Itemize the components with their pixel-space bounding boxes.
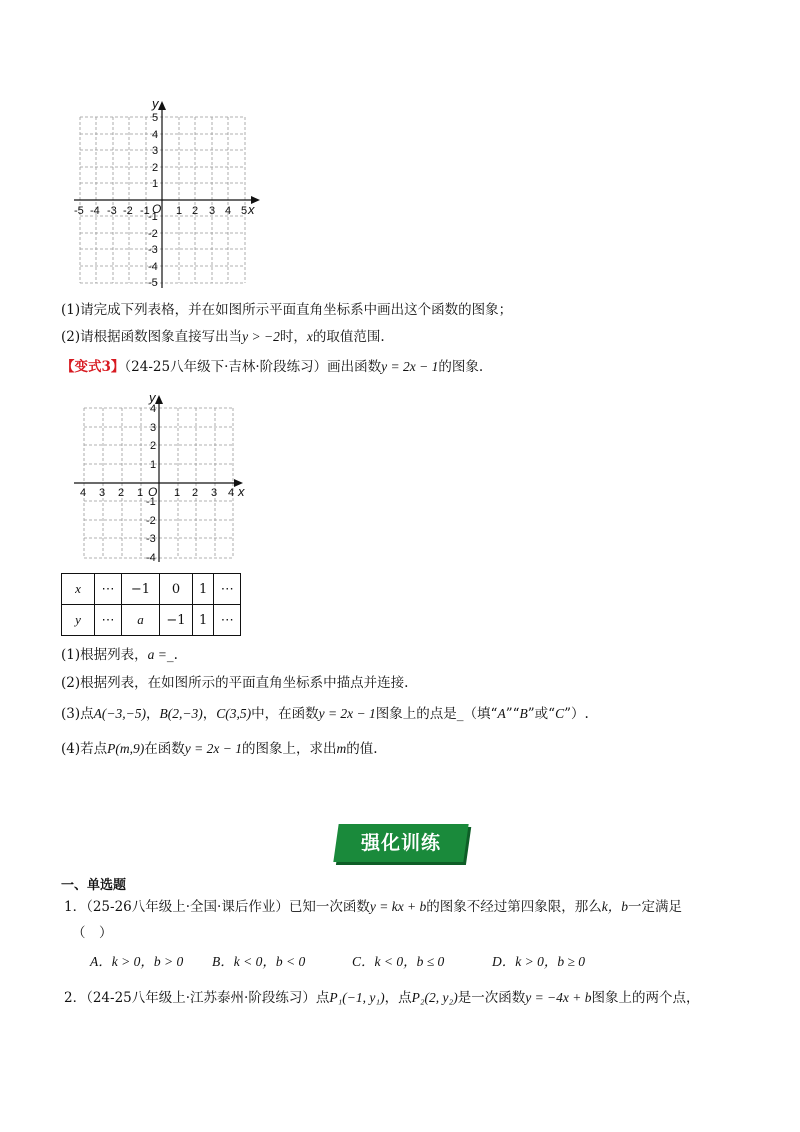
y-axis-label: y [149,390,156,405]
y-tick: -3 [148,244,158,256]
text: 在函数 [144,741,185,757]
math-expr: y > −2 [242,329,280,344]
x-tick: 4 [225,205,232,217]
text: (1)根据列表， [61,647,148,663]
x-tick: 4 [228,487,235,499]
math-expr: P(m,9) [107,741,145,756]
math-expr: P₂(2, y₂) [411,990,458,1005]
math-var: B [519,706,528,721]
math-expr: y = kx + b [369,899,427,914]
text: (4)若点 [61,741,108,757]
origin-label: O [148,485,158,499]
math-expr: P₁(−1, y₁) [329,990,385,1005]
y-tick: 4 [150,403,157,415]
y-tick: -4 [146,552,156,564]
math-expr: C(3,5) [216,706,252,721]
table-cell: −1 [122,574,160,605]
table-cell: −1 [160,605,193,636]
x-axis-label: x [248,202,255,217]
y-tick: -3 [146,533,156,545]
table-cell: ⋯ [214,574,241,605]
math-expr: y = −4x + b [525,990,592,1005]
y-tick: -2 [146,515,156,527]
text: (3)点 [61,706,94,722]
y-tick: 3 [152,145,159,157]
answer-parentheses: （ ） [72,925,113,941]
text: 图象上的点是_（填“ [375,706,498,722]
x-tick: 3 [211,487,218,499]
math-var: x [306,329,313,344]
y-tick: -1 [146,496,156,508]
text: 的图象上，求出 [241,741,337,757]
x-tick: -3 [107,205,117,217]
table-cell: ⋯ [95,574,122,605]
sub-question-3: (3)点A(−3,−5)，B(2,−3)，C(3,5)中，在函数y = 2x − 1图象上的点是_（填“A”“B”或“C”）. [61,706,589,722]
math-expr: B(2,−3) [159,706,203,721]
text: (2)请根据函数图象直接写出当 [61,329,243,345]
x-tick: -4 [90,205,100,217]
y-tick: 5 [152,112,159,124]
x-tick: -5 [74,205,84,217]
y-tick: 4 [152,129,159,141]
y-tick: -1 [148,211,158,223]
x-tick: 3 [99,487,106,499]
option-b[interactable]: B．k < 0，b < 0 [212,954,306,969]
math-var: A [497,706,506,721]
table-cell: y [62,605,95,636]
table-cell: 1 [193,605,214,636]
table-cell: 1 [193,574,214,605]
table-row-y [62,605,241,636]
text: ”或“ [527,706,556,722]
x-tick: 3 [209,205,216,217]
text: 时， [279,329,307,345]
option-d[interactable]: D．k > 0，b ≥ 0 [492,954,586,969]
mc-question-2-stem [64,988,700,1008]
text: 的图象. [438,359,484,375]
text: 是一次函数 [457,990,526,1006]
y-tick: 3 [150,422,157,434]
option-c[interactable]: C．k < 0，b ≤ 0 [352,954,445,969]
x-tick: 2 [118,487,125,499]
y-tick: 1 [150,459,157,471]
table-cell: x [62,574,95,605]
coordinate-grid-2 [68,390,258,570]
text: ”“ [505,706,520,722]
sub-question-4 [61,739,378,759]
math-var: k，b [601,899,629,914]
text: 图象上的两个点， [591,990,700,1006]
question-part-2 [61,327,385,347]
text: 1．（25-26八年级上·全国·课后作业）已知一次函数 [64,899,370,915]
banner-label: 强化训练 [360,832,441,854]
math-expr: y = 2x − 1 [381,359,439,374]
text: 的值. [346,741,378,757]
x-tick: 5 [241,205,248,217]
text: 的取值范围. [312,329,385,345]
y-tick: 2 [150,440,157,452]
x-tick: -2 [123,205,133,217]
math-var: m [336,741,347,756]
section-banner [333,824,468,862]
option-a[interactable]: A．k > 0，b > 0 [90,954,184,969]
text: ”）. [564,706,589,722]
y-tick: 2 [152,162,159,174]
variant-3-heading [61,357,483,377]
question-part-1: (1)请完成下列表格，并在如图所示平面直角坐标系中画出这个函数的图象； [61,302,513,318]
x-tick: 2 [192,205,199,217]
table-row-x [62,574,241,605]
sub-question-1 [61,645,178,665]
math-expr: y = 2x − 1 [184,741,242,756]
x-tick: 1 [176,205,183,217]
math-expr: A(−3,−5) [93,706,146,721]
sub-question-2: (2)根据列表，在如图所示的平面直角坐标系中描点并连接. [61,675,409,691]
math-expr: a = [147,647,167,662]
x-tick: -1 [140,205,150,217]
x-tick: 1 [174,487,181,499]
x-axis-label: x [238,484,245,499]
x-tick: 1 [137,487,144,499]
math-var: C [555,706,565,721]
text: ，点 [384,990,412,1006]
x-tick: 2 [192,487,199,499]
text: _. [166,647,178,663]
x-tick: 4 [80,487,87,499]
y-tick: 1 [152,178,159,190]
y-tick: -2 [148,228,158,240]
variant-tag: 【变式3】 [61,359,125,375]
math-expr: y = 2x − 1 [318,706,376,721]
text: 一定满足 [628,899,683,915]
text: 中，在函数 [251,706,319,722]
section-heading: 一、单选题 [61,878,127,893]
y-tick: -4 [148,261,158,273]
table-cell: 0 [160,574,193,605]
table-cell: a [122,605,160,636]
table-cell: ⋯ [95,605,122,636]
y-tick: -5 [148,277,158,289]
mc-question-1-stem [64,897,682,917]
text: （24-25八年级下·吉林·阶段练习）画出函数 [124,359,382,375]
text: 2．（24-25八年级上·江苏泰州·阶段练习）点 [64,990,330,1006]
text: 的图象不经过第四象限，那么 [426,899,602,915]
table-cell: ⋯ [214,605,241,636]
coordinate-grid-1 [70,96,270,296]
origin-label: O [152,202,162,216]
y-axis-label: y [152,96,159,111]
value-table [61,573,241,636]
